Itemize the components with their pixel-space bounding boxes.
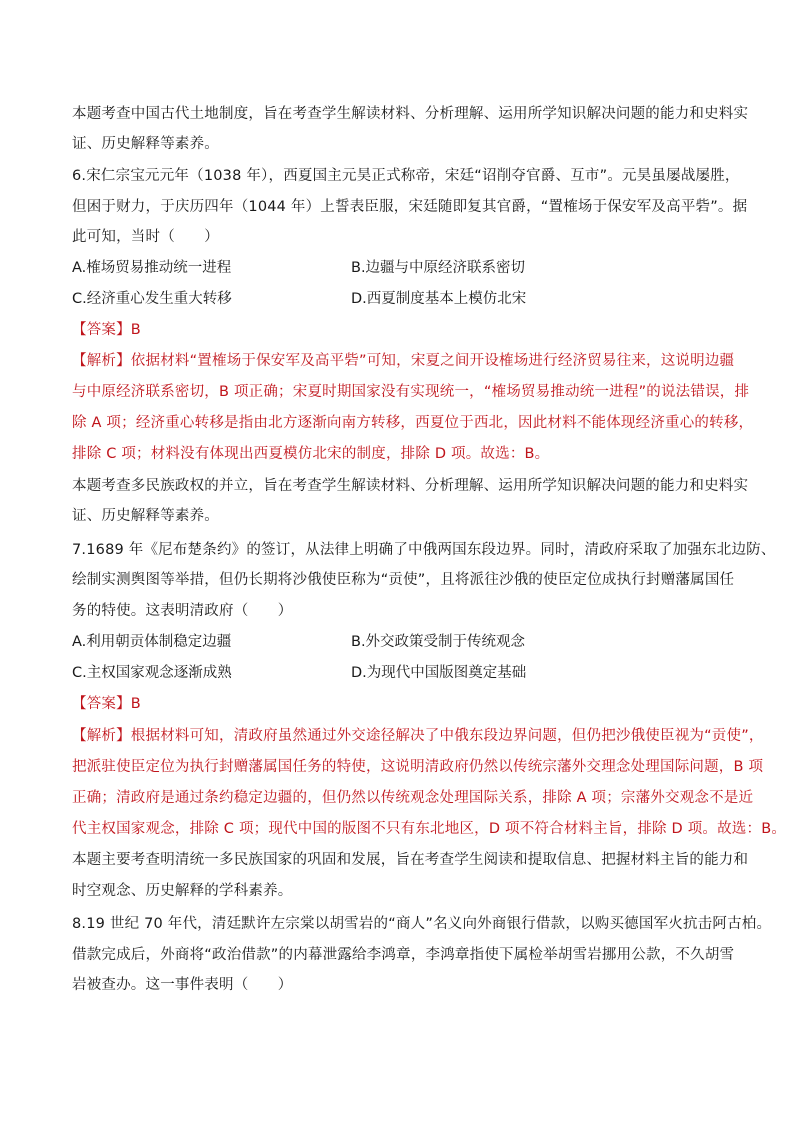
q6-option-d: D.西夏制度基本上模仿北宋 [351,291,527,307]
q7-answer: 【答案】B [72,696,141,712]
q8-stem-line-3: 岩被查办。这一事件表明（ ） [72,977,293,993]
q6-stem-line-3: 此可知，当时（ ） [72,229,219,245]
q7-summary-line-1: 本题主要考查明清统一多民族国家的巩固和发展，旨在考查学生阅读和提取信息、把握材料主旨的能力和 [72,852,749,868]
q7-option-b: B.外交政策受制于传统观念 [351,634,526,650]
q7-stem-line-1: 7.1689 年《尼布楚条约》的签订，从法律上明确了中俄两国东段边界。同时，清政府采取了加强东北边防、 [72,542,776,558]
q6-analysis-line-4: 排除 C 项；材料没有体现出西夏模仿北宋的制度，排除 D 项。故选：B。 [72,446,550,462]
q8-stem-line-2: 借款完成后，外商将“政治借款”的内幕泄露给李鸿章，李鸿章指使下属检举胡雪岩挪用公款，不久胡雪 [72,947,735,963]
q6-analysis-line-1: 【解析】依据材料“置榷场于保安军及高平砦”可知，宋夏之间开设榷场进行经济贸易往来，这说明边疆 [72,353,735,369]
q6-answer: 【答案】B [72,322,141,338]
q6-stem-line-2: 但困于财力，于庆历四年（1044 年）上誓表臣服，宋廷随即复其官爵，“置榷场于保安军及高平砦”。据 [72,199,748,215]
q6-option-b: B.边疆与中原经济联系密切 [351,260,526,276]
q7-stem-line-2: 绘制实测舆图等举措，但仍长期将沙俄使臣称为“贡使”，且将派往沙俄的使臣定位成执行封赠藩属国任 [72,572,735,588]
q7-analysis-line-4: 代主权国家观念，排除 C 项；现代中国的版图不只有东北地区，D 项不符合材料主旨，排除 D 项。故选：B。 [72,821,787,837]
q6-option-c: C.经济重心发生重大转移 [72,291,232,307]
intro-line-1: 本题考查中国古代土地制度，旨在考查学生解读材料、分析理解、运用所学知识解决问题的能力和史料实 [72,106,749,122]
q6-option-a: A.榷场贸易推动统一进程 [72,260,232,276]
intro-line-2: 证、历史解释等素养。 [72,136,219,152]
q8-stem-line-1: 8.19 世纪 70 年代，清廷默许左宗棠以胡雪岩的“商人”名义向外商银行借款，以购买德国军火抗击阿古柏。 [72,916,772,932]
q7-analysis-line-1: 【解析】根据材料可知，清政府虽然通过外交途径解决了中俄东段边界问题，但仍把沙俄使臣视为“贡使”， [72,728,764,744]
q6-stem-line-1: 6.宋仁宗宝元元年（1038 年），西夏国主元昊正式称帝，宋廷“诏削夺官爵、互市”。元昊虽屡战屡胜， [72,168,740,184]
q7-option-c: C.主权国家观念逐渐成熟 [72,665,232,681]
q7-stem-line-3: 务的特使。这表明清政府（ ） [72,603,293,619]
q6-summary-line-1: 本题考查多民族政权的并立，旨在考查学生解读材料、分析理解、运用所学知识解决问题的能力和史料实 [72,478,749,494]
q7-analysis-line-2: 把派驻使臣定位为执行封赠藩属国任务的特使，这说明清政府仍然以传统宗藩外交理念处理国际问题，B 项 [72,759,764,775]
q7-option-a: A.利用朝贡体制稳定边疆 [72,634,232,650]
q7-analysis-line-3: 正确；清政府是通过条约稳定边疆的，但仍然以传统观念处理国际关系，排除 A 项；宗藩外交观念不是近 [72,790,754,806]
q6-summary-line-2: 证、历史解释等素养。 [72,508,219,524]
q7-option-d: D.为现代中国版图奠定基础 [351,665,527,681]
q6-analysis-line-3: 除 A 项；经济重心转移是指由北方逐渐向南方转移，西夏位于西北，因此材料不能体现经济重心的转移， [72,415,754,431]
q7-summary-line-2: 时空观念、历史解释的学科素养。 [72,883,293,899]
q6-analysis-line-2: 与中原经济联系密切，B 项正确；宋夏时期国家没有实现统一，“榷场贸易推动统一进程”的说法错误，排 [72,384,750,400]
